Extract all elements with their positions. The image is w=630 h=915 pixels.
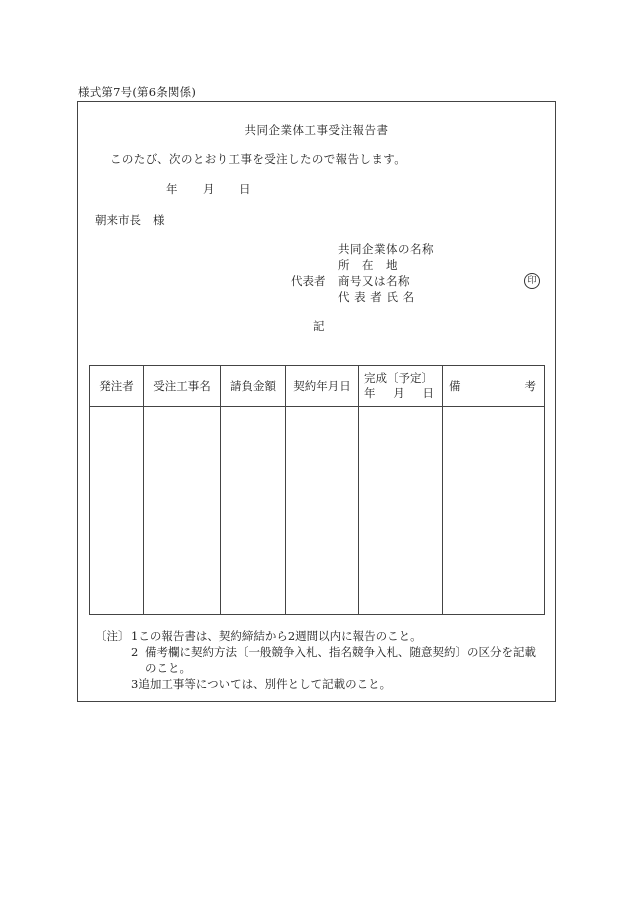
cell-work-name[interactable] xyxy=(144,407,221,615)
note-item xyxy=(131,628,541,644)
addressee-honorific: 様 xyxy=(153,213,165,227)
header-completion-day: 日 xyxy=(422,386,434,400)
header-remarks xyxy=(443,366,545,407)
note-text: この報告書は、契約締結から2週間以内に報告のこと。 xyxy=(138,629,422,643)
trade-name-label: 商号又は名称 xyxy=(338,274,410,288)
ki-heading: 記 xyxy=(313,319,325,333)
header-completion-line1: 完成〔予定〕 xyxy=(364,371,433,385)
note-number: 3 xyxy=(131,677,139,691)
intro-text: このたび、次のとおり工事を受注したので報告します。 xyxy=(110,152,407,166)
rep-name-label: 代 表 者 氏 名 xyxy=(338,290,415,304)
cell-completion[interactable] xyxy=(359,407,443,615)
cell-contract-date[interactable] xyxy=(286,407,359,615)
date-year: 年 xyxy=(166,182,178,196)
date-day: 日 xyxy=(239,182,251,196)
note-text: 追加工事等については、別件として記載のこと。 xyxy=(138,677,392,691)
note-item xyxy=(131,676,541,692)
addressee-name: 朝来市長 xyxy=(95,213,141,227)
cell-amount[interactable] xyxy=(221,407,286,615)
note-number: 2 xyxy=(131,645,139,659)
header-remarks-right: 考 xyxy=(524,379,536,393)
header-amount: 請負金額 xyxy=(221,366,286,407)
header-remarks-left: 備 xyxy=(449,379,461,393)
jv-name-label: 共同企業体の名称 xyxy=(338,242,434,256)
representative-label: 代表者 xyxy=(291,274,326,288)
form-frame xyxy=(77,101,556,702)
header-completion-month: 月 xyxy=(393,386,405,400)
form-title: 共同企業体工事受注報告書 xyxy=(244,123,389,137)
notes-prefix: 〔注〕 xyxy=(95,629,130,643)
note-text: 備考欄に契約方法〔一般競争入札、指名競争入札、随意契約〕の区分を記載のこと。 xyxy=(145,645,536,675)
note-item xyxy=(131,644,543,676)
cell-orderer[interactable] xyxy=(90,407,144,615)
report-table xyxy=(89,365,545,615)
address-label: 所 在 地 xyxy=(338,258,398,272)
header-contract-date: 契約年月日 xyxy=(286,366,359,407)
header-completion xyxy=(359,366,443,407)
note-number: 1 xyxy=(131,629,139,643)
table-header-row xyxy=(90,366,545,407)
cell-remarks[interactable] xyxy=(443,407,545,615)
date-month: 月 xyxy=(203,182,215,196)
header-orderer: 発注者 xyxy=(90,366,144,407)
header-completion-year: 年 xyxy=(364,386,376,400)
addressee xyxy=(95,212,165,228)
seal-mark-icon: 印 xyxy=(524,273,540,289)
form-number: 様式第7号(第6条関係) xyxy=(78,85,197,99)
header-work-name: 受注工事名 xyxy=(144,366,221,407)
table-row xyxy=(90,407,545,615)
